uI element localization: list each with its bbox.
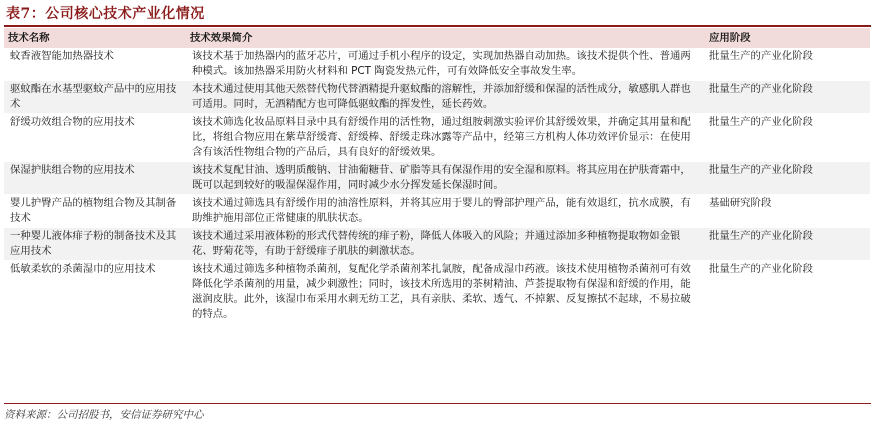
header-stage: 应用阶段 (705, 28, 870, 48)
cell-tech-name: 婴儿护臀产品的植物组合物及其制备技术 (4, 195, 186, 228)
cell-stage: 批量生产的产业化阶段 (705, 162, 870, 195)
table-header-row (4, 28, 870, 48)
cell-tech-desc: 该技术通过采用液体粉的形式代替传统的痱子粉，降低人体吸入的风险；并通过添加多种植物提取物如金银花、野菊花等，有助于舒缓痱子肌肤的刺激状态。 (186, 228, 705, 261)
cell-tech-desc: 本技术通过使用其他天然替代物代替酒精提升驱蚊酯的溶解性，并添加舒缓和保湿的活性成分，敏感肌人群也可适用。同时，无酒精配方也可降低驱蚊酯的挥发性，延长药效。 (186, 81, 705, 114)
source-note: 资料来源：公司招股书，安信证券研究中心 (4, 403, 871, 422)
cell-tech-name: 低敏柔软的杀菌湿巾的应用技术 (10, 263, 156, 275)
cell-stage: 批量生产的产业化阶段 (705, 81, 870, 114)
table-row (4, 228, 870, 261)
cell-tech-desc: 该技术筛选化妆品原料目录中具有舒缓作用的活性物，通过组胺刺激实验评价其舒缓效果，并确定其用量和配比，将组合物应用在紫草舒缓膏、舒缓棒、舒缓走珠冰露等产品中，经第三方机构人体功效评价显示：在使用含有该活性物组合物的产品后，具有良好的舒缓效果。 (186, 114, 705, 162)
table-row (4, 195, 870, 228)
cell-tech-desc: 该技术通过筛选具有舒缓作用的油溶性原料，并将其应用于婴儿的臀部护理产品，能有效退红，抗水成膜，有助维护施用部位正常健康的肌肤状态。 (186, 195, 705, 228)
header-tech-name: 技术名称 (4, 28, 186, 48)
cell-tech-name: 保湿护肤组合物的应用技术 (4, 162, 186, 195)
title-divider (4, 25, 871, 27)
cell-tech-name: 舒缓功效组合物的应用技术 (4, 114, 186, 162)
cell-stage: 批量生产的产业化阶段 (705, 114, 870, 162)
tech-table (4, 28, 870, 323)
cell-stage: 批量生产的产业化阶段 (705, 228, 870, 261)
table-row (4, 114, 870, 162)
table-row (4, 162, 870, 195)
cell-tech-desc: 该技术基于加热器内的蓝牙芯片，可通过手机小程序的设定，实现加热器自动加热。该技术提供个性、普通两种模式。该加热器采用防火材料和 PCT 陶瓷发热元件，可有效降低安全事故发生率。 (186, 48, 705, 81)
cell-stage: 批量生产的产业化阶段 (709, 263, 813, 275)
table-row (4, 81, 870, 114)
table-row (4, 261, 870, 324)
cell-tech-name: 驱蚊酯在水基型驱蚊产品中的应用技术 (4, 81, 186, 114)
cell-tech-name: 蚊香液智能加热器技术 (4, 48, 186, 81)
cell-tech-desc: 该技术复配甘油、透明质酸钠、甘油葡糖苷、矿脂等具有保湿作用的安全湿和原料。将其应用在护肤膏霜中，既可以起到较好的吸湿保湿作用，同时减少水分挥发延长保湿时间。 (186, 162, 705, 195)
cell-tech-name: 一种婴儿液体痱子粉的制备技术及其应用技术 (4, 228, 186, 261)
table-title: 表7：公司核心技术产业化情况 (6, 6, 205, 22)
cell-tech-desc: 该技术通过筛选多种植物杀菌剂，复配化学杀菌剂苯扎氯胺，配备成湿巾药液。该技术使用植物杀菌剂可有效降低化学杀菌剂的用量，减少刺激性；同时，该技术所选用的茶树精油、芦荟提取物有保湿和舒缓的作用，能滋润皮肤。此外，该湿巾布采用水刺无纺工艺，具有亲肤、柔软、透气、不掉絮、反复擦拭不起球，不易拉破的特点。 (192, 263, 691, 320)
table-row (4, 48, 870, 81)
cell-stage: 批量生产的产业化阶段 (705, 48, 870, 81)
header-tech-desc: 技术效果简介 (186, 28, 705, 48)
cell-stage: 基础研究阶段 (705, 195, 870, 228)
